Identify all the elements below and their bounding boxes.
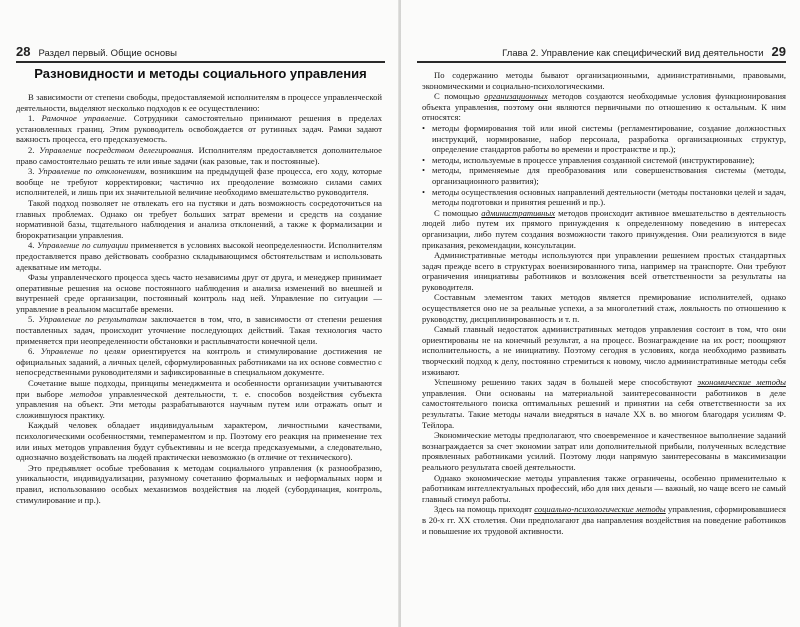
right-paragraph: Административные методы используются при управлении решением простых стандартных задач прежде всего в структурах военизированного типа, например на транспорте. Они требуют ограничения инициативы работников и возложения всей ответственности за результаты на руководителя. (422, 250, 786, 292)
left-paragraph: Это предъявляет особые требования к методам социального управления (к разнообразию, уникальности, индивидуализации, разумному сочетанию формальных и неформальных норм и правил, использованию особых механизмов воздействия на людей (субординация, контроль, стимулирование и пр.). (16, 462, 382, 505)
left-paragraph: 4. Управление по ситуации применяется в условиях высокой неопределенности. Исполнителям предоставляется право действовать сообразно складывающимся обстоятельствам и использовать адекватные им методы. (16, 240, 383, 272)
list-item: • методы, используемые в процессе управления созданной системой (инструктирование); (422, 155, 786, 166)
left-page (0, 0, 399, 627)
right-paragraph: Однако экономические методы управления также ограничены, особенно применительно к работникам интеллектуальных профессий, ибо для них деньги — важный, но чаще всего не самый главный стимул работы. (422, 472, 786, 504)
left-paragraph: Сочетание выше подходы, принципы менеджмента и особенности организации учитываются при выборе методов управленческой деятельности, т. е. способов воздействия субъекта управления на объект. Эти методы разрабатываются научным путем или отражать опыт и сложившуюся практику. (16, 378, 382, 420)
right-page-number: 29 (771, 44, 786, 59)
right-page (401, 0, 800, 627)
left-paragraph: Фазы управленческого процесса здесь часто независимы друг от друга, и менеджер принимает оперативные решения на основе постоянного наблюдения и анализа изменений во внешней и внутренней среде организации, постоянный контроль над ней. Управление по ситуации — управление в реальном масштабе времени. (16, 272, 382, 314)
left-paragraph: Каждый человек обладает индивидуальным характером, личностными качествами, психологическими особенностями, темпераментом и пр. Поэтому его реакция на применение тех или иных методов управления будут субъективны и не всегда предсказуемыми, а следовательно, однозначно воздействовать на людей практически невозможно (в отличие от технического). (16, 420, 382, 463)
right-paragraph: Самый главный недостаток административных методов управления состоит в том, что они ориентированы не на конечный результат, а на процесс. Вознаграждение на их рост; поощряют исполнительность, а не инициативу. Поэтому сегодня в условиях, когда необходимо развивать творческий подход к делу, постоянно стремиться к новому, число административные методы себя изживают. (422, 324, 786, 377)
right-body (422, 70, 786, 536)
left-page-number: 28 (16, 44, 31, 59)
left-paragraph: 2. Управление посредством делегирования. Исполнителям предоставляется дополнительное право самостоятельно решать те или иные задачи (как разовые, так и постоянные). (16, 144, 382, 166)
right-running-head: Глава 2. Управление как специфический вид деятельности (502, 48, 764, 59)
left-paragraph: В зависимости от степени свободы, предоставляемой исполнителям в процессе управленческой деятельности, выделяют несколько подходов к ее осуществлению: (16, 92, 382, 113)
left-running-head: Раздел первый. Общие основы (38, 48, 177, 59)
left-header-rule (16, 61, 385, 63)
right-paragraph: По содержанию методы бывают организационными, административными, правовыми, экономическими и социально-психологическими. (422, 70, 786, 91)
left-paragraph: Такой подход позволяет не отвлекать его на пустяки и дать возможность сосредоточиться на главных проблемах. Однако он требует больших затрат времени и средств на создание нормативной базы, тщательного наблюдения и анализа отклонений, а также к формализации и бюрократизации управления. (16, 197, 382, 240)
left-paragraph: 6. Управление по целям ориентируется на контроль и стимулирование достижения не официальных заданий, а личных целей, сформулированных работниками на их основе совместно с непосредственными руководителями и зафиксированные в специальном документе. (16, 346, 382, 378)
list-item: • методы формирования той или иной системы (регламентирование, создание должностных инструкций, нормирование, набор персонала, разработка организационных структур, определение стандартов работы во времени и пространстве и пр.); (422, 123, 786, 155)
left-paragraph: 1. Рамочное управление. Сотрудники самостоятельно принимают решения в пределах установленных границ. Этим руководитель освобождается от рутинных задач. Рамки задают важность процесса, его предсказуемость. (16, 113, 382, 145)
methods-list (422, 123, 786, 208)
right-paragraph: Составным элементом таких методов является премирование исполнителей, однако осуществляется оно не за реальные успехи, а за многолетний стаж, лояльность по отношению к руководству, дисциплинированность и т. п. (422, 292, 786, 324)
right-paragraph: Здесь на помощь приходят социально-психологические методы управления, сформировавшиеся в 20-х гг. XX столетия. Они предполагают два направления воздействия на поведение работников и повышение их трудовой активности. (422, 504, 786, 536)
right-header-rule (417, 61, 786, 63)
right-running-header (502, 44, 786, 59)
list-item: • методы осуществления основных направлений деятельности (методы постановки целей и задач, методы подготовки и принятия решений и пр.). (422, 187, 786, 208)
right-paragraph: С помощью административных методов происходит активное вмешательство в деятельность людей либо путем их прямого принуждения к определенному поведению в интересах организации, либо путем создания возможности такого принуждения. Они реализуются в виде приказания, рекомендации, консультации. (422, 207, 786, 250)
left-running-header (16, 44, 177, 59)
right-paragraph: Экономические методы предполагают, что своевременное и качественное выполнение заданий вознаграждается за счет экономии затрат или дополнительной прибыли, полученных вследствие проявленных работниками усилий. Поэтому люди напрямую заинтересованы в максимизации реального результата своей деятельности. (422, 430, 786, 472)
right-paragraph: Успешному решению таких задач в большей мере способствуют экономические методы управления. Они основаны на материальной заинтересованности работников в деле самостоятельного поиска оптимальных решений и принятии на себя ответственности за их результаты. Такие методы начали внедряться в начале XX в. во многом благодаря усилиям Ф. Тейлора. (422, 377, 786, 430)
left-paragraph: 5. Управление по результатам заключается в том, что, в зависимости от степени решения поставленных задач, происходит уточнение последующих действий. Такая технология часто применяется при неопределенности обстановки и расплывчатости конечной цели. (16, 314, 382, 346)
section-title: Разновидности и методы социального управления (34, 66, 367, 81)
left-paragraph: 3. Управление по отклонениям, возникшим на предыдущей фазе процесса, его ходу, которые вообще не требуют корректировки; частично их преодоление возможно силами самих исполнителей, и лишь при их значительной величине необходимо вмешательство руководителя. (16, 166, 382, 198)
right-paragraph: С помощью организационных методов создаются необходимые условия функционирования объекта управления, поэтому они являются первичными по отношению к остальным. К ним относятся: (422, 91, 786, 123)
left-body (16, 92, 382, 505)
list-item: • методы, применяемые для преобразования или совершенствования системы (методы, организационного развития); (422, 165, 786, 186)
